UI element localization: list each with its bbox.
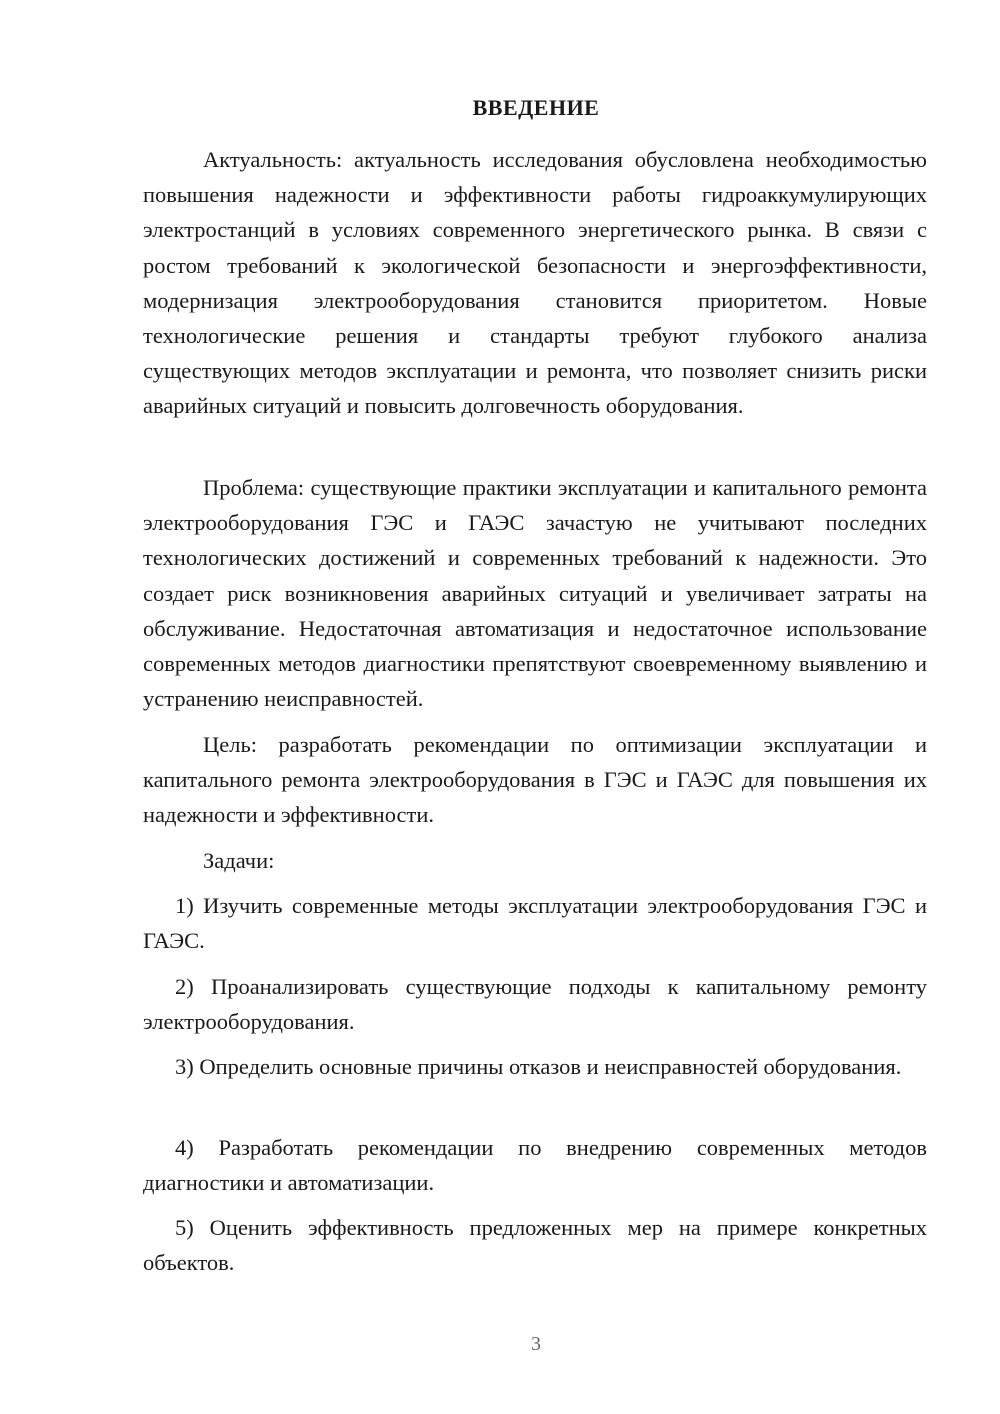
task-4-section xyxy=(143,1130,927,1200)
relevance-section xyxy=(143,142,927,424)
task-1-section xyxy=(143,888,927,958)
relevance-paragraph: Актуальность: актуальность исследования обусловлена необходимостью повышения надежности и эффективности работы гидроаккумулирующих электростанций в условиях современного энергетического рынка. В связи с ростом требований к экологической безопасности и энергоэффективности, модернизация электрооборудования становится приоритетом. Новые технологические решения и стандарты требуют глубокого анализа существующих методов эксплуатации и ремонта, что позволяет снизить риски аварийных ситуаций и повысить долговечность оборудования. xyxy=(143,147,927,419)
task-item: 3) Определить основные причины отказов и неисправностей оборудования. xyxy=(175,1054,902,1079)
goal-section xyxy=(143,727,927,833)
problem-section xyxy=(143,470,927,716)
problem-paragraph: Проблема: существующие практики эксплуатации и капитального ремонта электрооборудования ГЭС и ГАЭС зачастую не учитывают последних технологических достижений и современных требований к надежности. Это создает риск возникновения аварийных ситуаций и увеличивает затраты на обслуживание. Недостаточная автоматизация и недостаточное использование современных методов диагностики препятствуют своевременному выявлению и устранению неисправностей. xyxy=(143,475,927,712)
tasks-heading-section xyxy=(143,843,927,878)
task-item: 2) Проанализировать существующие подходы к капитальному ремонту электрооборудования. xyxy=(143,974,927,1035)
task-2-section xyxy=(143,969,927,1039)
page-number: 3 xyxy=(531,1333,541,1355)
task-item: 5) Оценить эффективность предложенных мер на примере конкретных объектов. xyxy=(143,1215,927,1276)
task-3-section xyxy=(143,1049,927,1084)
tasks-heading: Задачи: xyxy=(203,848,275,873)
task-5-section xyxy=(143,1210,927,1280)
task-item: 1) Изучить современные методы эксплуатации электрооборудования ГЭС и ГАЭС. xyxy=(143,893,927,954)
task-item: 4) Разработать рекомендации по внедрению современных методов диагностики и автоматизации. xyxy=(143,1135,927,1196)
goal-paragraph: Цель: разработать рекомендации по оптимизации эксплуатации и капитального ремонта электрооборудования в ГЭС и ГАЭС для повышения их надежности и эффективности. xyxy=(143,732,927,828)
page-title: ВВЕДЕНИЕ xyxy=(472,95,600,120)
